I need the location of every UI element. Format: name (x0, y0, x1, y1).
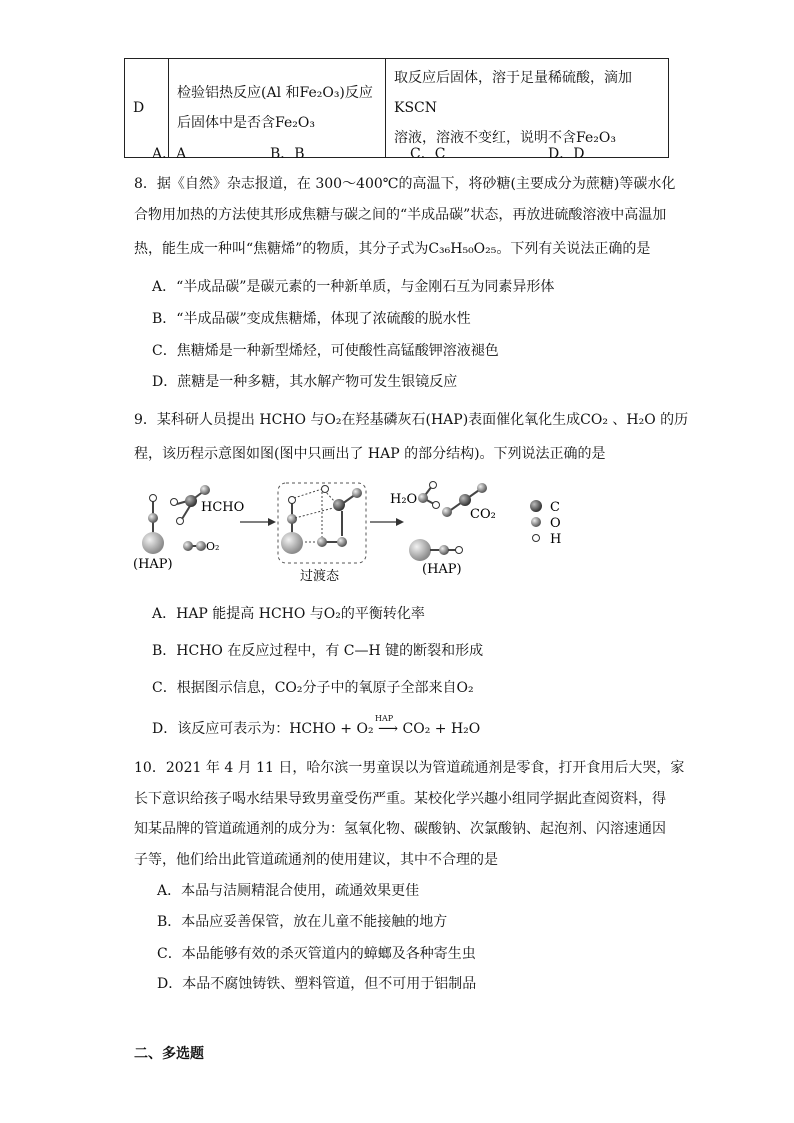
q8-stem-line3: 热，能生成一种叫“焦糖烯”的物质，其分子式为C₃₆H₅₀O₂₅。下列有关说法正确的是 (134, 241, 651, 257)
o2-molecule (183, 540, 219, 553)
q8-stem-line1: 8．据《自然》杂志报道，在 300～400℃的高温下，将砂糖(主要成分为蔗糖)等碳水化 (134, 176, 676, 192)
experiment-method: 取反应后固体，溶于足量稀硫酸，滴加 KSCN 溶液，溶液不变红，说明不含Fe₂O₃ (386, 59, 669, 158)
hap-label-right: (HAP) (422, 562, 462, 577)
q7-option-a[interactable]: A．A (152, 146, 187, 162)
q8-stem-line2: 合物用加热的方法使其形成焦糖与碳之间的“半成品碳”状态，再放进硫酸溶液中高温加 (134, 207, 667, 223)
atom-legend (530, 500, 561, 547)
transition-state (278, 483, 366, 584)
hap-label-left: (HAP) (133, 557, 173, 572)
hap-reactant (133, 495, 173, 573)
hap-product (409, 539, 463, 577)
q8-option-b[interactable]: B．“半成品碳”变成焦糖烯，体现了浓硫酸的脱水性 (152, 311, 471, 327)
q7-option-b[interactable]: B．B (270, 146, 305, 162)
q10-option-d[interactable]: D．本品不腐蚀铸铁、塑料管道，但不可用于铝制品 (157, 976, 477, 992)
q10-option-b[interactable]: B．本品应妥善保管，放在儿童不能接触的地方 (157, 914, 448, 930)
q10-stem-line1: 10．2021 年 4 月 11 日，哈尔滨一男童误以为管道疏通剂是零食，打开食用后大哭，家 (134, 760, 685, 776)
q8-option-a[interactable]: A．“半成品碳”是碳元素的一种新单质，与金刚石互为同素异形体 (152, 279, 555, 295)
q9-stem-line2: 程，该历程示意图如图(图中只画出了 HAP 的部分结构)。下列说法正确的是 (134, 446, 606, 462)
q9-option-d[interactable]: D．该反应可表示为：HCHO + O₂ ⟶ CO₂ + H₂O (152, 721, 481, 737)
hcho-label: HCHO (201, 500, 245, 515)
transition-state-label: 过渡态 (300, 569, 340, 584)
co2-label: CO₂ (470, 507, 496, 522)
reaction-arrow-1 (240, 518, 276, 526)
arrow-catalyst-label: HAP (375, 714, 394, 723)
table-row (125, 59, 669, 158)
experiment-purpose: 检验铝热反应(Al 和Fe₂O₃)反应 后固体中是否含Fe₂O₃ (169, 59, 386, 158)
q10-stem-line3: 知某品牌的管道疏通剂的成分为：氢氧化物、碳酸钠、次氯酸钠、起泡剂、闪溶速通因 (134, 821, 666, 837)
co2-molecule (442, 483, 496, 522)
q9-stem-line1: 9．某科研人员提出 HCHO 与O₂在羟基磷灰石(HAP)表面催化氧化生成CO₂ 、H₂O 的历 (134, 412, 689, 428)
q9-option-b[interactable]: B．HCHO 在反应过程中，有 C—H 键的断裂和形成 (152, 643, 484, 659)
legend-o: O (550, 516, 561, 531)
q8-option-d[interactable]: D．蔗糖是一种多糖，其水解产物可发生银镜反应 (152, 374, 458, 390)
reaction-arrow-2 (370, 518, 404, 526)
hcho-molecule (171, 485, 245, 525)
q7-option-c[interactable]: C．C (410, 146, 446, 162)
o2-label: O₂ (206, 540, 220, 553)
q8-option-c[interactable]: C．焦糖烯是一种新型烯烃，可使酸性高锰酸钾溶液褪色 (152, 343, 499, 359)
q10-option-a[interactable]: A．本品与洁厕精混合使用，疏通效果更佳 (157, 883, 420, 899)
q10-stem-line4: 子等，他们给出此管道疏通剂的使用建议，其中不合理的是 (134, 852, 498, 868)
q9-option-c[interactable]: C．根据图示信息，CO₂分子中的氧原子全部来自O₂ (152, 680, 474, 696)
h2o-label: H₂O (390, 492, 418, 507)
reaction-mechanism-diagram (130, 476, 600, 586)
section-heading: 二、多选题 (134, 1046, 204, 1062)
legend-c: C (550, 500, 560, 515)
q10-option-c[interactable]: C．本品能够有效的杀灭管道内的蟑螂及各种寄生虫 (157, 946, 476, 962)
row-letter: D (125, 59, 169, 158)
legend-h: H (550, 532, 562, 547)
q7-option-d[interactable]: D．D (548, 146, 585, 162)
q9-option-a[interactable]: A．HAP 能提高 HCHO 与O₂的平衡转化率 (152, 606, 425, 622)
q10-stem-line2: 长下意识给孩子喝水结果导致男童受伤严重。某校化学兴趣小组同学据此查阅资料，得 (134, 791, 666, 807)
h2o-molecule (390, 482, 440, 509)
question-table (124, 58, 669, 158)
